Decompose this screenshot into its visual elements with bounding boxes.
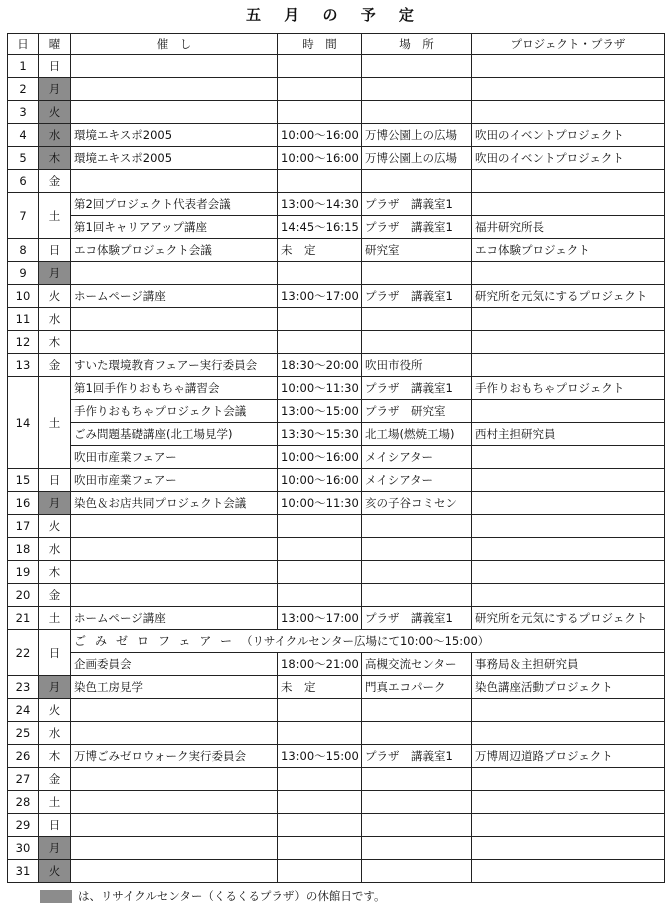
cell-project: 吹田のイベントプロジェクト [472, 124, 665, 147]
day-of-week: 水 [39, 308, 71, 331]
table-row [8, 515, 665, 538]
banner-note: （リサイクルセンター広場にて10:00～15:00） [241, 634, 490, 648]
cell-time [278, 768, 362, 791]
cell-event [71, 101, 278, 124]
cell-project [472, 101, 665, 124]
cell-place [362, 814, 472, 837]
cell-place [362, 561, 472, 584]
day-number: 3 [8, 101, 39, 124]
cell-time: 13:00～15:00 [278, 400, 362, 423]
table-row [8, 78, 665, 101]
cell-place: 万博公園上の広場 [362, 147, 472, 170]
cell-project: エコ体験プロジェクト [472, 239, 665, 262]
cell-event: 染色工房見学 [71, 676, 278, 699]
table-row [8, 170, 665, 193]
cell-project [472, 78, 665, 101]
cell-project [472, 354, 665, 377]
cell-time [278, 538, 362, 561]
day-of-week: 火 [39, 699, 71, 722]
day-of-week: 火 [39, 860, 71, 883]
day-number: 16 [8, 492, 39, 515]
cell-time [278, 55, 362, 78]
day-of-week: 月 [39, 78, 71, 101]
day-number: 28 [8, 791, 39, 814]
table-row [8, 262, 665, 285]
cell-place: 万博公園上の広場 [362, 124, 472, 147]
cell-place [362, 101, 472, 124]
cell-time: 未 定 [278, 676, 362, 699]
cell-project [472, 469, 665, 492]
table-row [8, 400, 665, 423]
table-row [8, 837, 665, 860]
banner-title: ごみゼロフェアー [74, 634, 242, 648]
cell-place [362, 262, 472, 285]
cell-event [71, 308, 278, 331]
day-of-week: 木 [39, 561, 71, 584]
table-row [8, 331, 665, 354]
cell-place [362, 860, 472, 883]
table-row [8, 377, 665, 400]
cell-project [472, 561, 665, 584]
cell-place [362, 722, 472, 745]
day-number: 2 [8, 78, 39, 101]
cell-project [472, 55, 665, 78]
header-dow: 曜 [39, 34, 71, 55]
cell-place: プラザ 研究室 [362, 400, 472, 423]
cell-event: 環境エキスポ2005 [71, 124, 278, 147]
cell-place: メイシアター [362, 469, 472, 492]
day-number: 24 [8, 699, 39, 722]
cell-event [71, 538, 278, 561]
table-row [8, 446, 665, 469]
table-row [8, 653, 665, 676]
cell-project: 手作りおもちゃプロジェクト [472, 377, 665, 400]
cell-project [472, 308, 665, 331]
table-row [8, 308, 665, 331]
cell-event [71, 262, 278, 285]
cell-place [362, 699, 472, 722]
table-row [8, 216, 665, 239]
cell-event [71, 561, 278, 584]
day-of-week: 日 [39, 55, 71, 78]
cell-time: 10:00～16:00 [278, 147, 362, 170]
cell-event [71, 722, 278, 745]
cell-time: 未 定 [278, 239, 362, 262]
cell-project [472, 515, 665, 538]
cell-event: エコ体験プロジェクト会議 [71, 239, 278, 262]
cell-time [278, 78, 362, 101]
day-of-week: 月 [39, 837, 71, 860]
cell-event: 染色＆お店共同プロジェクト会議 [71, 492, 278, 515]
cell-time [278, 837, 362, 860]
day-number: 22 [8, 630, 39, 676]
cell-project [472, 768, 665, 791]
cell-time [278, 699, 362, 722]
day-of-week: 金 [39, 170, 71, 193]
day-number: 17 [8, 515, 39, 538]
day-number: 8 [8, 239, 39, 262]
cell-event [71, 768, 278, 791]
cell-event: 環境エキスポ2005 [71, 147, 278, 170]
day-number: 29 [8, 814, 39, 837]
cell-time [278, 722, 362, 745]
table-row [8, 699, 665, 722]
header-project: プロジェクト・プラザ [472, 34, 665, 55]
cell-project: 研究所を元気にするプロジェクト [472, 607, 665, 630]
legend [40, 888, 386, 904]
cell-time: 13:00～17:00 [278, 607, 362, 630]
day-number: 11 [8, 308, 39, 331]
cell-project [472, 699, 665, 722]
cell-time [278, 814, 362, 837]
cell-project [472, 492, 665, 515]
header-time: 時 間 [278, 34, 362, 55]
cell-event: ごみ問題基礎講座(北工場見学) [71, 423, 278, 446]
day-number: 26 [8, 745, 39, 768]
cell-project: 事務局＆主担研究員 [472, 653, 665, 676]
day-of-week: 金 [39, 768, 71, 791]
day-of-week: 土 [39, 193, 71, 239]
cell-event: 吹田市産業フェアー [71, 446, 278, 469]
cell-place [362, 308, 472, 331]
table-row [8, 55, 665, 78]
cell-event [71, 331, 278, 354]
cell-project [472, 584, 665, 607]
cell-place [362, 791, 472, 814]
cell-time: 13:00～14:30 [278, 193, 362, 216]
cell-place [362, 538, 472, 561]
cell-time [278, 262, 362, 285]
legend-text: は、リサイクルセンター（くるくるプラザ）の休館日です。 [78, 889, 386, 903]
day-number: 13 [8, 354, 39, 377]
cell-time [278, 791, 362, 814]
cell-event [71, 170, 278, 193]
day-of-week: 金 [39, 584, 71, 607]
day-number: 7 [8, 193, 39, 239]
day-number: 4 [8, 124, 39, 147]
cell-project: 西村主担研究員 [472, 423, 665, 446]
cell-place: 研究室 [362, 239, 472, 262]
cell-time: 10:00～16:00 [278, 469, 362, 492]
header-place: 場 所 [362, 34, 472, 55]
table-row [8, 768, 665, 791]
cell-place [362, 768, 472, 791]
cell-time [278, 584, 362, 607]
day-number: 9 [8, 262, 39, 285]
cell-time: 18:30～20:00 [278, 354, 362, 377]
day-of-week: 木 [39, 745, 71, 768]
day-of-week: 土 [39, 607, 71, 630]
cell-event: ホームページ講座 [71, 285, 278, 308]
day-of-week: 日 [39, 814, 71, 837]
day-of-week: 日 [39, 469, 71, 492]
cell-place: 高槻交流センター [362, 653, 472, 676]
table-row [8, 354, 665, 377]
cell-event [71, 791, 278, 814]
day-of-week: 土 [39, 377, 71, 469]
cell-place: プラザ 講義室1 [362, 285, 472, 308]
cell-time [278, 331, 362, 354]
cell-place: 亥の子谷コミセン [362, 492, 472, 515]
cell-place [362, 78, 472, 101]
day-number: 19 [8, 561, 39, 584]
table-row [8, 561, 665, 584]
day-of-week: 火 [39, 515, 71, 538]
cell-place: プラザ 講義室1 [362, 377, 472, 400]
day-of-week: 木 [39, 147, 71, 170]
cell-event [71, 584, 278, 607]
day-number: 1 [8, 55, 39, 78]
cell-time: 10:00～16:00 [278, 124, 362, 147]
cell-time: 13:00～15:00 [278, 745, 362, 768]
table-row [8, 147, 665, 170]
cell-project [472, 791, 665, 814]
cell-project: 染色講座活動プロジェクト [472, 676, 665, 699]
table-row [8, 584, 665, 607]
cell-time [278, 170, 362, 193]
cell-time [278, 561, 362, 584]
day-of-week: 日 [39, 630, 71, 676]
table-row [8, 239, 665, 262]
cell-time [278, 308, 362, 331]
cell-project [472, 446, 665, 469]
day-number: 30 [8, 837, 39, 860]
cell-project [472, 538, 665, 561]
day-of-week: 水 [39, 124, 71, 147]
table-row [8, 607, 665, 630]
table-row [8, 745, 665, 768]
cell-time [278, 101, 362, 124]
cell-place: 北工場(燃焼工場) [362, 423, 472, 446]
cell-place: プラザ 講義室1 [362, 607, 472, 630]
cell-time [278, 860, 362, 883]
day-number: 14 [8, 377, 39, 469]
cell-event [71, 55, 278, 78]
cell-project [472, 262, 665, 285]
cell-place: 吹田市役所 [362, 354, 472, 377]
table-row [8, 423, 665, 446]
cell-time: 10:00～11:30 [278, 377, 362, 400]
table-row [8, 676, 665, 699]
day-of-week: 水 [39, 538, 71, 561]
day-number: 10 [8, 285, 39, 308]
cell-project [472, 170, 665, 193]
day-number: 21 [8, 607, 39, 630]
cell-event: 手作りおもちゃプロジェクト会議 [71, 400, 278, 423]
cell-place [362, 170, 472, 193]
cell-time: 10:00～16:00 [278, 446, 362, 469]
header-day: 日 [8, 34, 39, 55]
cell-project: 研究所を元気にするプロジェクト [472, 285, 665, 308]
schedule-body [8, 55, 665, 883]
table-row [8, 492, 665, 515]
cell-event: すいた環境教育フェアー実行委員会 [71, 354, 278, 377]
cell-event [71, 699, 278, 722]
cell-project: 万博周辺道路プロジェクト [472, 745, 665, 768]
day-number: 18 [8, 538, 39, 561]
cell-project [472, 722, 665, 745]
header-row [8, 34, 665, 55]
day-number: 25 [8, 722, 39, 745]
cell-time [278, 515, 362, 538]
table-row [8, 101, 665, 124]
table-row [8, 285, 665, 308]
table-row [8, 722, 665, 745]
event-banner [71, 630, 665, 653]
day-of-week: 月 [39, 492, 71, 515]
cell-project [472, 331, 665, 354]
cell-place: メイシアター [362, 446, 472, 469]
cell-project: 福井研究所長 [472, 216, 665, 239]
cell-place [362, 837, 472, 860]
day-number: 31 [8, 860, 39, 883]
cell-event [71, 78, 278, 101]
cell-time: 13:30～15:30 [278, 423, 362, 446]
cell-event [71, 814, 278, 837]
day-number: 15 [8, 469, 39, 492]
day-of-week: 火 [39, 285, 71, 308]
cell-event: 企画委員会 [71, 653, 278, 676]
cell-event: 吹田市産業フェアー [71, 469, 278, 492]
day-of-week: 月 [39, 676, 71, 699]
cell-project [472, 193, 665, 216]
cell-place: プラザ 講義室1 [362, 216, 472, 239]
table-row [8, 538, 665, 561]
cell-event: 第2回プロジェクト代表者会議 [71, 193, 278, 216]
cell-event: 第1回手作りおもちゃ講習会 [71, 377, 278, 400]
cell-event: ホームページ講座 [71, 607, 278, 630]
cell-time: 14:45～16:15 [278, 216, 362, 239]
day-number: 6 [8, 170, 39, 193]
cell-place [362, 584, 472, 607]
header-event: 催 し [71, 34, 278, 55]
day-number: 12 [8, 331, 39, 354]
cell-project [472, 860, 665, 883]
cell-place: プラザ 講義室1 [362, 745, 472, 768]
cell-place [362, 331, 472, 354]
day-number: 27 [8, 768, 39, 791]
cell-event: 第1回キャリアアップ講座 [71, 216, 278, 239]
table-row [8, 860, 665, 883]
closed-day-swatch [40, 890, 72, 903]
table-row [8, 193, 665, 216]
day-of-week: 水 [39, 722, 71, 745]
page-title: 五 月 の 予 定 [246, 6, 423, 24]
day-number: 20 [8, 584, 39, 607]
cell-place: 門真エコパーク [362, 676, 472, 699]
cell-project [472, 837, 665, 860]
day-of-week: 火 [39, 101, 71, 124]
schedule-table [7, 33, 665, 883]
table-row [8, 630, 665, 653]
cell-event [71, 860, 278, 883]
cell-project: 吹田のイベントプロジェクト [472, 147, 665, 170]
cell-time: 18:00～21:00 [278, 653, 362, 676]
cell-time: 10:00～11:30 [278, 492, 362, 515]
cell-place: プラザ 講義室1 [362, 193, 472, 216]
day-of-week: 日 [39, 239, 71, 262]
cell-event [71, 515, 278, 538]
cell-time: 13:00～17:00 [278, 285, 362, 308]
cell-project [472, 400, 665, 423]
day-of-week: 月 [39, 262, 71, 285]
cell-place [362, 515, 472, 538]
day-of-week: 金 [39, 354, 71, 377]
day-of-week: 土 [39, 791, 71, 814]
day-number: 5 [8, 147, 39, 170]
cell-place [362, 55, 472, 78]
day-of-week: 木 [39, 331, 71, 354]
table-row [8, 469, 665, 492]
table-row [8, 814, 665, 837]
cell-event [71, 837, 278, 860]
table-row [8, 124, 665, 147]
cell-project [472, 814, 665, 837]
cell-event: 万博ごみゼロウォーク実行委員会 [71, 745, 278, 768]
day-number: 23 [8, 676, 39, 699]
table-row [8, 791, 665, 814]
